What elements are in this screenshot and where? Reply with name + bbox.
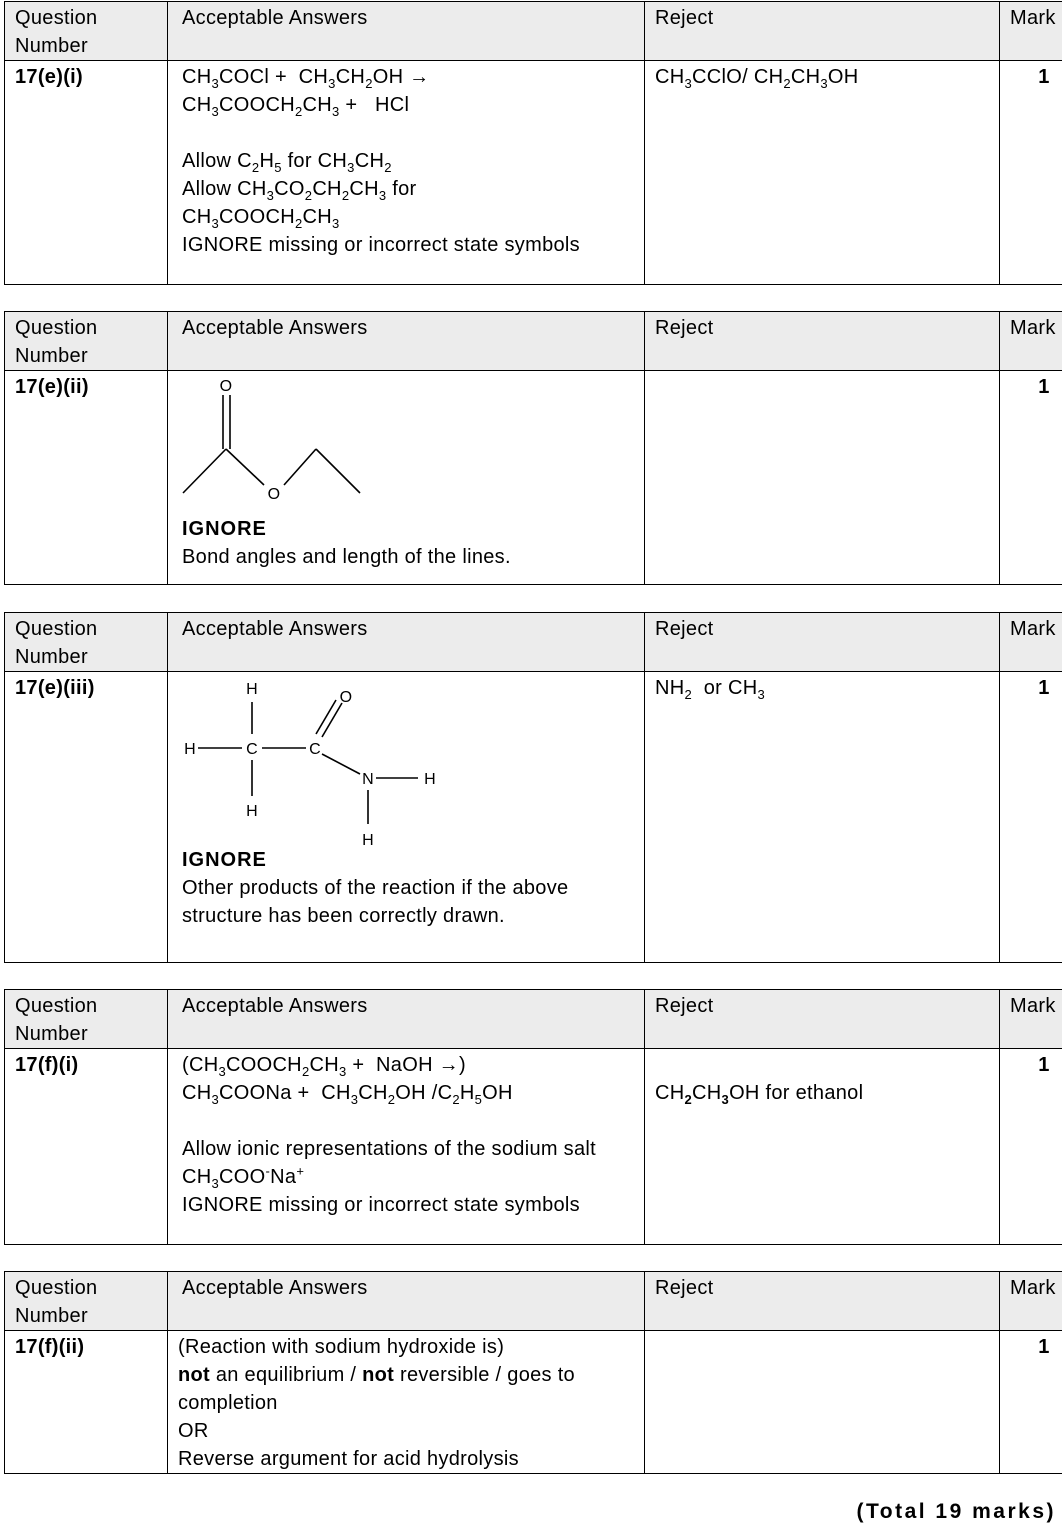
reject-text: $NH_2$ or $CH_3$ bbox=[645, 672, 1000, 963]
answer-row bbox=[5, 61, 1062, 285]
answer-line: IGNORE missing or incorrect state symbols bbox=[182, 234, 580, 256]
header-mark: Mark bbox=[1000, 2, 1062, 61]
atom-label: H bbox=[246, 681, 258, 698]
question-number: 17(e)(i) bbox=[5, 61, 168, 285]
acceptable-answers bbox=[168, 1331, 645, 1474]
answer-row bbox=[5, 672, 1062, 963]
mark-value: 1 bbox=[1000, 672, 1062, 963]
answer-line: $CH_3COONa + CH_3CH_2OH$ $/C_2H_5OH$ bbox=[182, 1082, 513, 1107]
markscheme-table-17ei bbox=[4, 1, 1062, 285]
mark-value: 1 bbox=[1000, 1049, 1062, 1245]
ignore-note: Bond angles and length of the lines. bbox=[182, 546, 511, 568]
reject-line: $CH_2CH_3OH$ for ethanol bbox=[655, 1082, 864, 1107]
mark-value: 1 bbox=[1000, 1331, 1062, 1474]
answer-line: Allow ionic representations of the sodium salt $CH_3COO^-Na^+$ bbox=[182, 1138, 597, 1191]
header-mark: Mark bbox=[1000, 1272, 1062, 1331]
acceptable-answers bbox=[168, 61, 645, 285]
answer-row bbox=[5, 1049, 1062, 1245]
header-reject: Reject bbox=[645, 613, 1000, 672]
answer-line: OR bbox=[178, 1420, 209, 1442]
header-mark: Mark bbox=[1000, 613, 1062, 672]
header-acceptable-answers: Acceptable Answers bbox=[168, 613, 645, 672]
answer-line: $CH_3COOCH_2CH_3$ bbox=[182, 206, 340, 231]
answer-line: Allow $C_2H_5$ for $CH_3CH_2$ bbox=[182, 150, 392, 175]
header-row bbox=[5, 1272, 1062, 1331]
answer-line: Allow $CH_3CO_2CH_2CH_3$ for bbox=[182, 178, 417, 203]
markscheme-table-17fi bbox=[4, 989, 1062, 1245]
answer-line: IGNORE missing or incorrect state symbols bbox=[182, 1194, 580, 1216]
answer-line: ($CH_3COOCH_2CH_3$ + NaOH →) bbox=[182, 1054, 466, 1079]
header-reject: Reject bbox=[645, 990, 1000, 1049]
markscheme-table-17eii bbox=[4, 311, 1062, 585]
header-question-number: Question Number bbox=[5, 312, 168, 371]
question-number: 17(f)(i) bbox=[5, 1049, 168, 1245]
answer-line: Reverse argument for acid hydrolysis bbox=[178, 1448, 519, 1470]
atom-label: C bbox=[246, 741, 258, 758]
header-mark: Mark bbox=[1000, 312, 1062, 371]
header-question-number: Question Number bbox=[5, 990, 168, 1049]
answer-row bbox=[5, 1331, 1062, 1474]
atom-label: H bbox=[424, 771, 436, 788]
header-reject: Reject bbox=[645, 1272, 1000, 1331]
header-row bbox=[5, 312, 1062, 371]
header-reject: Reject bbox=[645, 312, 1000, 371]
answer-line: $CH_3COCl + CH_3CH_2OH$ → bbox=[182, 66, 430, 91]
atom-label: N bbox=[362, 771, 374, 788]
header-acceptable-answers: Acceptable Answers bbox=[168, 312, 645, 371]
header-acceptable-answers: Acceptable Answers bbox=[168, 2, 645, 61]
ignore-label: IGNORE bbox=[182, 849, 267, 871]
question-number: 17(e)(ii) bbox=[5, 371, 168, 585]
reject-text bbox=[645, 1049, 1000, 1245]
atom-label: O bbox=[219, 378, 233, 395]
acceptable-answers bbox=[168, 1049, 645, 1245]
header-acceptable-answers: Acceptable Answers bbox=[168, 1272, 645, 1331]
header-reject: Reject bbox=[645, 2, 1000, 61]
ignore-label: IGNORE bbox=[182, 518, 267, 540]
markscheme-table-17eiii bbox=[4, 612, 1062, 963]
header-row bbox=[5, 990, 1062, 1049]
mark-value: 1 bbox=[1000, 371, 1062, 585]
question-number: 17(e)(iii) bbox=[5, 672, 168, 963]
answer-line: (Reaction with sodium hydroxide is) bbox=[178, 1336, 505, 1358]
ethanamide-displayed-structure bbox=[178, 674, 468, 846]
mark-value: 1 bbox=[1000, 61, 1062, 285]
atom-label: H bbox=[184, 741, 196, 758]
header-mark: Mark bbox=[1000, 990, 1062, 1049]
header-question-number: Question Number bbox=[5, 613, 168, 672]
total-marks: (Total 19 marks) bbox=[856, 1500, 1056, 1523]
reject-text: $CH_3CClO/$ $CH_2CH_3OH$ bbox=[645, 61, 1000, 285]
markscheme-table-17fii bbox=[4, 1271, 1062, 1474]
atom-label: H bbox=[246, 803, 258, 820]
reject-text bbox=[645, 371, 1000, 585]
answer-line: not an equilibrium / not reversible / goes to completion bbox=[178, 1364, 575, 1414]
header-question-number: Question Number bbox=[5, 2, 168, 61]
question-number: 17(f)(ii) bbox=[5, 1331, 168, 1474]
header-acceptable-answers: Acceptable Answers bbox=[168, 990, 645, 1049]
acceptable-answers bbox=[168, 672, 645, 963]
atom-label: H bbox=[362, 832, 374, 846]
atom-label: C bbox=[309, 741, 321, 758]
answer-row bbox=[5, 371, 1062, 585]
acceptable-answers bbox=[168, 371, 645, 585]
header-row bbox=[5, 2, 1062, 61]
atom-label: O bbox=[339, 689, 353, 706]
header-question-number: Question Number bbox=[5, 1272, 168, 1331]
ethyl-ethanoate-skeletal-structure bbox=[178, 373, 398, 513]
atom-label: O bbox=[267, 486, 281, 503]
answer-line: $CH_3COOCH_2CH_3$ + HCl bbox=[182, 94, 410, 119]
header-row bbox=[5, 613, 1062, 672]
ignore-note: Other products of the reaction if the above structure has been correctly drawn. bbox=[182, 877, 569, 927]
reject-text bbox=[645, 1331, 1000, 1474]
